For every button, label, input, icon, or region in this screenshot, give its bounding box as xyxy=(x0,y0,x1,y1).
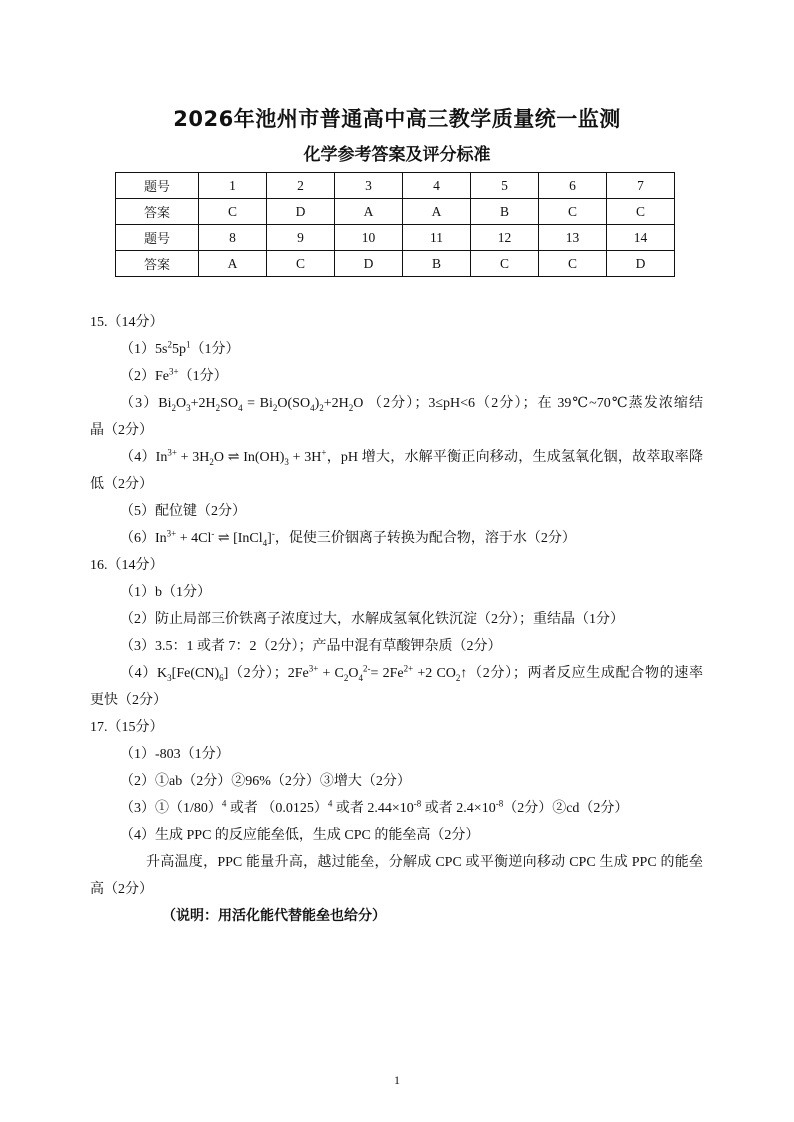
superscript: -8 xyxy=(495,798,504,809)
text-segment: （1）-803（1分） xyxy=(120,747,230,762)
text-segment: （4）K xyxy=(120,666,168,681)
text-segment: ⇌ [InCl xyxy=(214,531,263,546)
text-line xyxy=(90,363,703,390)
text-segment: （2分）②cd（2分） xyxy=(503,801,629,816)
text-segment: （1分） xyxy=(190,342,240,357)
text-segment: （3）Bi xyxy=(120,396,172,411)
text-segment: 或者 （0.0125） xyxy=(226,801,328,816)
text-segment: （1分） xyxy=(178,369,228,384)
text-segment: （说明：用活化能代替能垒也给分） xyxy=(162,909,386,924)
document-subtitle: 化学参考答案及评分标准 xyxy=(303,145,491,165)
text-segment: = Bi xyxy=(242,396,273,411)
text-segment: 或者 2.4×10 xyxy=(421,801,496,816)
superscript: 4 xyxy=(327,798,333,809)
text-line xyxy=(90,579,703,606)
text-segment: O(SO xyxy=(277,396,311,411)
answer-explanations xyxy=(90,309,703,930)
superscript: 2+ xyxy=(403,663,414,674)
subscript: 2 xyxy=(319,402,324,413)
text-line xyxy=(90,687,703,714)
text-segment: ，促使三价铟离子转换为配合物，溶于水（2分） xyxy=(274,531,576,546)
table-cell: C xyxy=(471,251,539,277)
text-segment: （3）3.5：1 或者 7：2（2分）；产品中混有草酸钾杂质（2分） xyxy=(120,639,502,654)
text-segment: O （2分）；3≤pH<6（2分）；在 39℃~70℃蒸发浓缩结 xyxy=(353,396,703,411)
text-line xyxy=(90,903,703,930)
text-segment: + C xyxy=(318,666,344,681)
text-line xyxy=(90,552,703,579)
table-row xyxy=(116,199,675,225)
text-segment: 低（2分） xyxy=(90,477,153,492)
text-segment: = 2Fe xyxy=(370,666,404,681)
text-segment: O xyxy=(176,396,187,411)
table-cell: C xyxy=(267,251,335,277)
text-line xyxy=(90,876,703,903)
text-segment: （1）5s xyxy=(120,342,168,357)
subscript: 4 xyxy=(358,672,364,683)
subscript: 4 xyxy=(310,402,315,413)
text-segment: 或者 2.44×10 xyxy=(332,801,414,816)
row-header-cell: 题号 xyxy=(116,225,199,251)
text-segment: O ⇌ In(OH) xyxy=(213,450,285,465)
subscript: 2 xyxy=(171,402,177,413)
text-segment: （2）Fe xyxy=(120,369,169,384)
table-cell: 10 xyxy=(335,225,403,251)
text-segment: 15.（14分） xyxy=(90,315,164,330)
text-segment: ↑（2分）；两者反应生成配合物的速率 xyxy=(460,666,703,681)
table-cell: C xyxy=(607,199,675,225)
superscript: 3+ xyxy=(167,447,177,458)
text-segment: O xyxy=(348,666,359,681)
superscript: 2- xyxy=(363,663,371,674)
superscript: 4 xyxy=(221,798,227,809)
text-segment: + 4Cl xyxy=(176,531,212,546)
row-header-cell: 答案 xyxy=(116,199,199,225)
text-segment: + 3H xyxy=(176,450,210,465)
superscript: 2 xyxy=(167,339,172,350)
text-segment: ，pH 增大，水解平衡正向移动，生成氢氧化铟，故萃取率降 xyxy=(326,450,703,465)
text-segment: （1）b（1分） xyxy=(120,585,211,600)
row-header-cell: 题号 xyxy=(116,173,199,199)
text-segment: （6）In xyxy=(120,531,167,546)
page-number: 1 xyxy=(394,1073,400,1087)
text-segment: +2 CO xyxy=(413,666,456,681)
table-cell: A xyxy=(199,251,267,277)
text-line xyxy=(90,309,703,336)
text-line xyxy=(90,444,703,471)
subscript: 3 xyxy=(167,672,172,683)
table-cell: 8 xyxy=(199,225,267,251)
subscript: 2 xyxy=(215,402,221,413)
text-line xyxy=(90,849,703,876)
row-header-cell: 答案 xyxy=(116,251,199,277)
table-cell: 13 xyxy=(539,225,607,251)
text-segment: 更快（2分） xyxy=(90,693,167,708)
text-segment: 5p xyxy=(171,342,186,357)
table-cell: D xyxy=(607,251,675,277)
text-segment: （3）①（1/80） xyxy=(120,801,222,816)
table-row xyxy=(116,251,675,277)
text-segment: 晶（2分） xyxy=(90,423,153,438)
table-cell: B xyxy=(471,199,539,225)
superscript: -8 xyxy=(413,798,422,809)
table-cell: 1 xyxy=(199,173,267,199)
table-cell: 2 xyxy=(267,173,335,199)
text-line xyxy=(90,660,703,687)
text-segment: ]（2分）；2Fe xyxy=(223,666,309,681)
text-segment: ] xyxy=(267,531,272,546)
table-row xyxy=(116,173,675,199)
table-cell: 4 xyxy=(403,173,471,199)
document-title: 2026年池州市普通高中高三教学质量统一监测 xyxy=(173,107,621,131)
subscript: 3 xyxy=(186,402,191,413)
superscript: + xyxy=(321,447,327,458)
table-cell: 12 xyxy=(471,225,539,251)
subscript: 2 xyxy=(272,402,278,413)
text-line xyxy=(90,417,703,444)
superscript: 3+ xyxy=(166,528,177,539)
text-line xyxy=(90,633,703,660)
table-cell: 6 xyxy=(539,173,607,199)
text-line xyxy=(90,390,703,417)
subscript: 4 xyxy=(262,537,268,548)
text-line xyxy=(90,471,703,498)
table-cell: C xyxy=(199,199,267,225)
superscript: - xyxy=(271,528,275,539)
text-line xyxy=(90,498,703,525)
text-line xyxy=(90,606,703,633)
text-segment: （4）生成 PPC 的反应能垒低，生成 CPC 的能垒高（2分） xyxy=(120,828,480,843)
text-line xyxy=(90,741,703,768)
superscript: 1 xyxy=(185,339,191,350)
text-line xyxy=(90,525,703,552)
table-cell: 11 xyxy=(403,225,471,251)
text-segment: + 3H xyxy=(288,450,322,465)
subscript: 4 xyxy=(238,402,243,413)
table-cell: D xyxy=(335,251,403,277)
subscript: 3 xyxy=(284,456,289,467)
text-line xyxy=(90,795,703,822)
table-cell: C xyxy=(539,251,607,277)
text-segment: 17.（15分） xyxy=(90,720,164,735)
subscript: 2 xyxy=(343,672,349,683)
table-cell: 14 xyxy=(607,225,675,251)
subscript: 2 xyxy=(348,402,354,413)
text-line xyxy=(90,336,703,363)
table-cell: 3 xyxy=(335,173,403,199)
text-line xyxy=(90,822,703,849)
subscript: 6 xyxy=(219,672,224,683)
table-cell: C xyxy=(539,199,607,225)
text-segment: （5）配位键（2分） xyxy=(120,504,246,519)
superscript: 3+ xyxy=(308,663,319,674)
subscript: 2 xyxy=(455,672,461,683)
text-segment: 16.（14分） xyxy=(90,558,164,573)
table-cell: 7 xyxy=(607,173,675,199)
text-segment: +2H xyxy=(190,396,216,411)
text-segment: （2）防止局部三价铁离子浓度过大，水解成氢氧化铁沉淀（2分）；重结晶（1分） xyxy=(120,612,624,627)
text-line xyxy=(90,714,703,741)
text-segment: ) xyxy=(314,396,320,411)
text-line xyxy=(90,768,703,795)
table-row xyxy=(116,225,675,251)
text-segment: （4）In xyxy=(120,450,168,465)
text-segment: [Fe(CN) xyxy=(171,666,220,681)
table-cell: A xyxy=(335,199,403,225)
text-segment: SO xyxy=(220,396,239,411)
text-segment: +2H xyxy=(323,396,349,411)
text-segment: 高（2分） xyxy=(90,882,153,897)
table-cell: D xyxy=(267,199,335,225)
text-segment: （2）①ab（2分）②96%（2分）③增大（2分） xyxy=(120,774,411,789)
superscript: 3+ xyxy=(169,366,179,377)
answer-table xyxy=(115,172,675,277)
superscript: - xyxy=(211,528,215,539)
subscript: 2 xyxy=(209,456,214,467)
table-cell: 9 xyxy=(267,225,335,251)
table-cell: A xyxy=(403,199,471,225)
table-cell: 5 xyxy=(471,173,539,199)
table-cell: B xyxy=(403,251,471,277)
text-segment: 升高温度，PPC 能量升高，越过能垒，分解成 CPC 或平衡逆向移动 CPC 生成 PPC 的能垒 xyxy=(146,855,703,870)
